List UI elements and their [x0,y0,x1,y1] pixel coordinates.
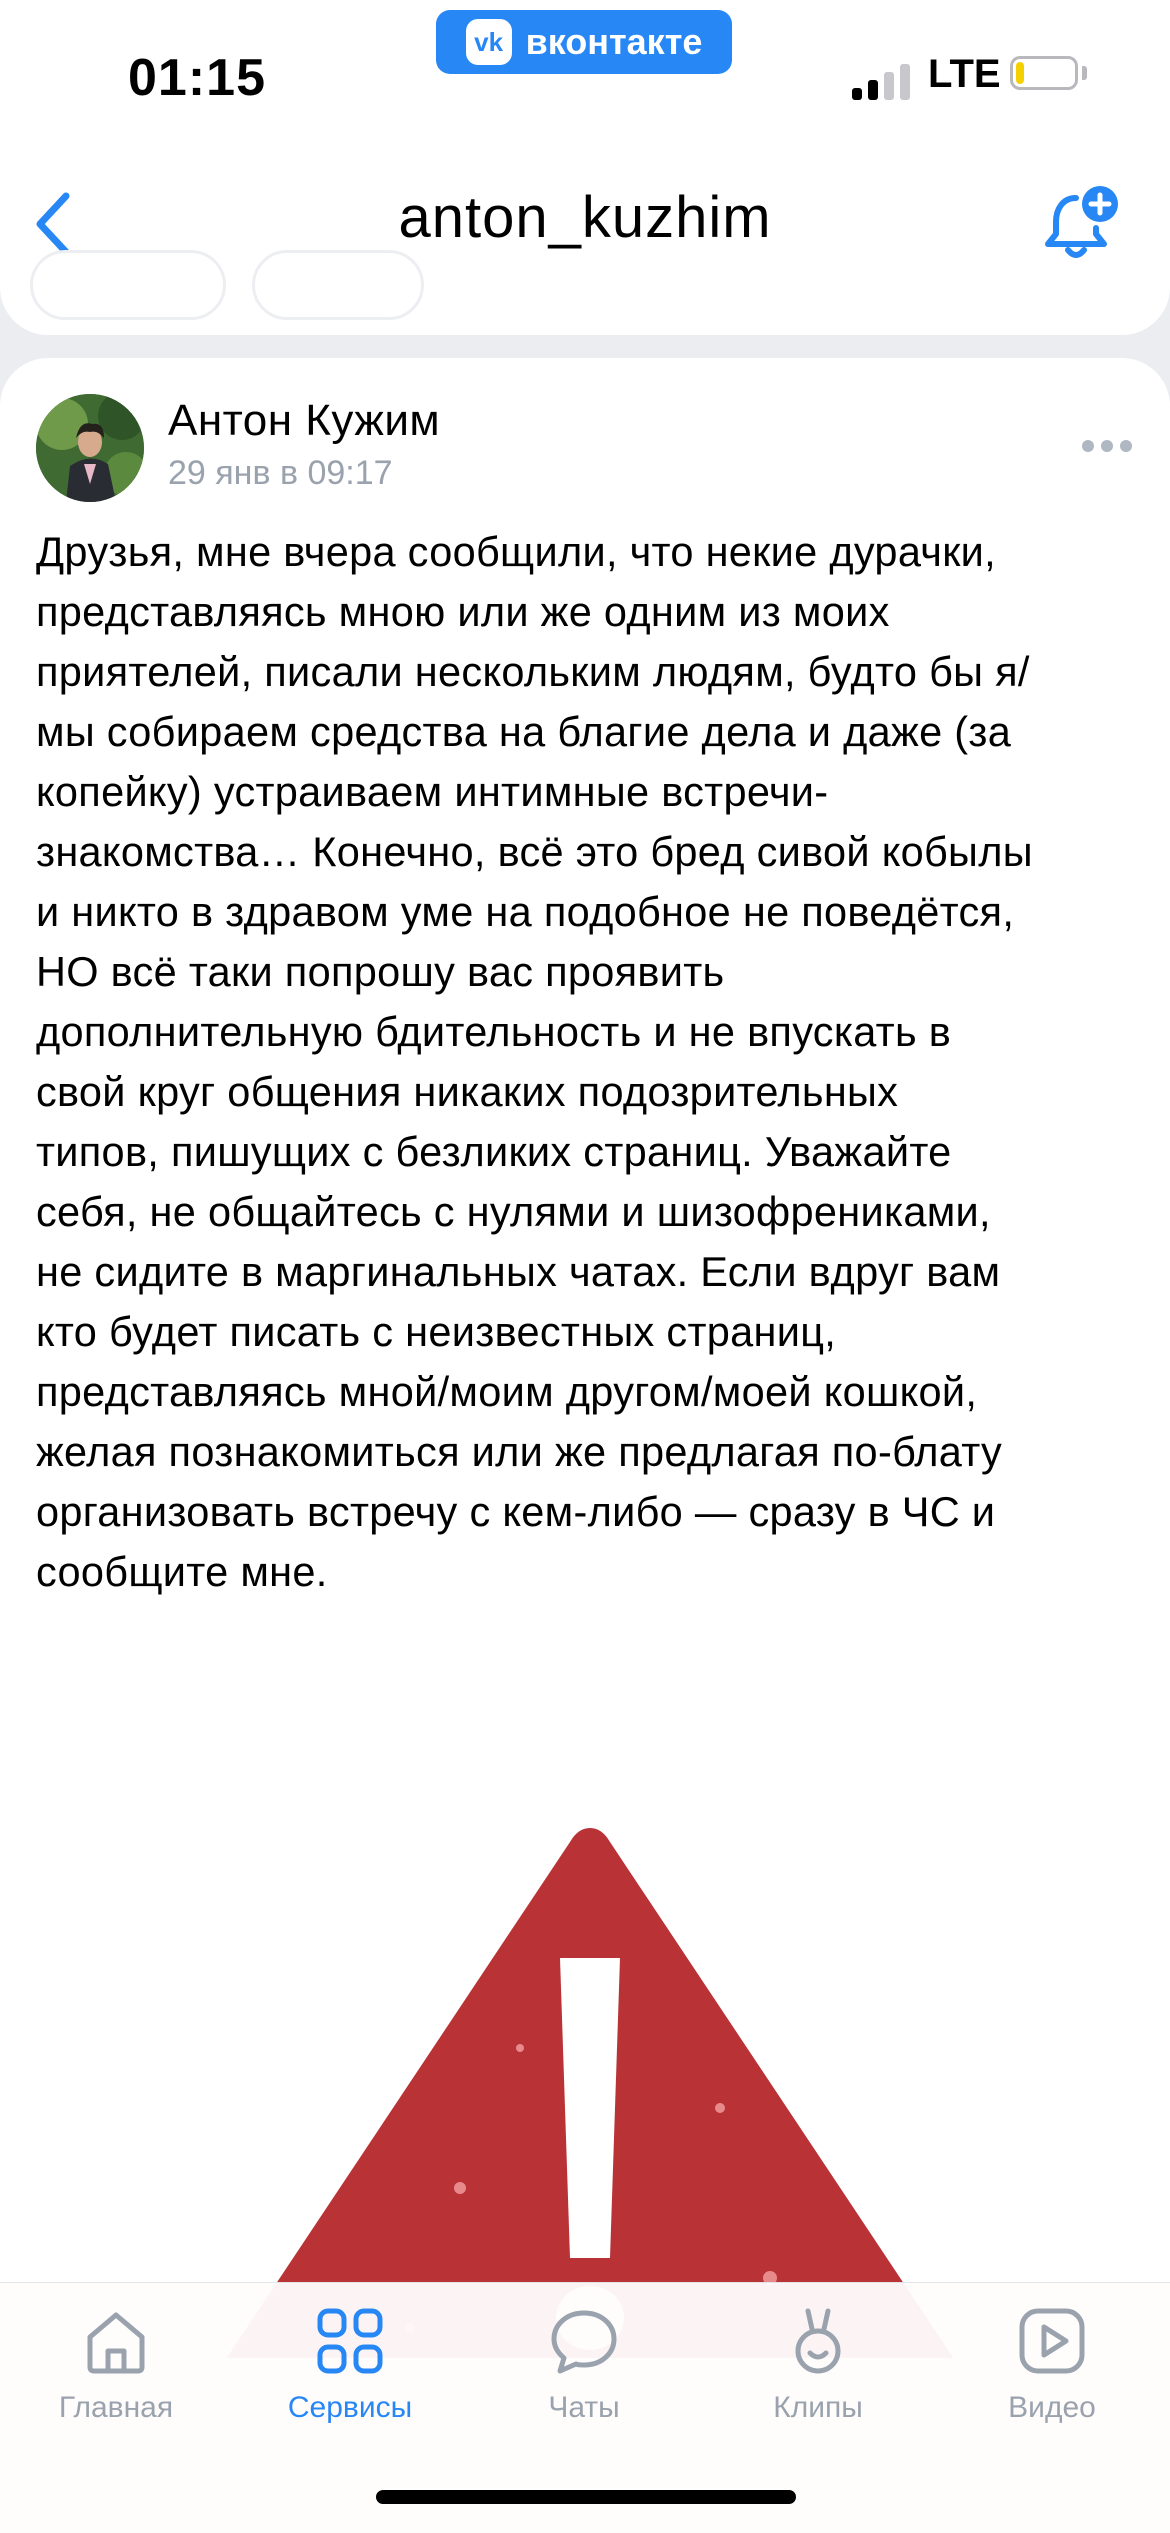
post-text-line: представляясь мной/моим другом/моей кошкой, [36,1368,978,1415]
battery-level [1016,62,1024,84]
network-type: LTE [928,52,1001,96]
tab-clips[interactable] [718,2303,918,2425]
post-text [36,522,1146,1602]
post-text-line: знакомства… Конечно, всё это бред сивой кобылы [36,828,1033,875]
tab-video[interactable] [952,2303,1152,2425]
tab-services-label: Сервисы [287,2391,413,2424]
post-text-line: себя, не общайтесь с нулями и шизофрениками, [36,1188,991,1235]
more-horizontal-icon[interactable] [1082,440,1132,452]
warning-triangle-icon [160,1808,1020,2358]
services-grid-icon [312,2303,388,2379]
post-text-line: сообщите мне. [36,1548,328,1595]
post-text-line: приятелей, писали нескольким людям, будто бы я/ [36,648,1030,695]
home-icon [78,2303,154,2379]
status-time: 01:15 [128,49,266,107]
cellular-signal-icon [852,64,910,100]
tab-chats-label: Чаты [548,2391,620,2424]
tab-home-label: Главная [58,2391,174,2424]
video-play-icon [1014,2303,1090,2379]
vk-app-label: вконтакте [525,21,703,62]
post-text-line: дополнительную бдительность и не впускать в [36,1008,952,1055]
post-text-line: Друзья, мне вчера сообщили, что некие дурачки, [36,528,996,575]
tab-video-label: Видео [1008,2391,1096,2424]
tab-clips-label: Клипы [773,2391,863,2424]
post-text-line: кто будет писать с неизвестных страниц, [36,1308,837,1355]
battery-tip [1082,66,1087,80]
clips-icon [780,2303,856,2379]
vk-logo-icon: vk [466,19,512,65]
post-author[interactable]: Антон Кужим [168,396,441,445]
post-text-line: копейку) устраиваем интимные встречи- [36,768,829,815]
post-text-line: и никто в здравом уме на подобное не поведётся, [36,888,1015,935]
post-text-line: свой круг общения никаких подозрительных [36,1068,899,1115]
header-panel [0,0,1170,335]
chat-bubble-icon [546,2303,622,2379]
tab-home[interactable] [16,2303,216,2425]
page-title: anton_kuzhim [398,185,772,250]
chip-partial[interactable] [252,250,424,320]
post-date: 29 янв в 09:17 [168,454,393,492]
post-text-line: типов, пишущих с безликих страниц. Уважайте [36,1128,952,1175]
post-text-line: организовать встречу с кем-либо — сразу в ЧС и [36,1488,996,1535]
author-avatar[interactable] [36,394,144,502]
post-text-line: не сидите в маргинальных чатах. Если вдруг вам [36,1248,1001,1295]
post-text-line: НО всё таки попрошу вас проявить [36,948,725,995]
tab-chats[interactable] [484,2303,684,2425]
post-card [0,358,1170,2358]
chip-partial[interactable] [30,250,226,320]
post-text-line: желая познакомиться или же предлагая по-блату [36,1428,1003,1475]
vk-app-banner[interactable] [436,10,732,74]
tab-services[interactable] [250,2303,450,2425]
battery-icon [1010,56,1078,90]
bell-plus-icon[interactable] [1040,182,1124,266]
post-text-line: мы собираем средства на благие дела и даже (за [36,708,1012,755]
home-indicator[interactable] [376,2490,796,2504]
header-chips [0,290,1170,310]
post-text-line: представляясь мною или же одним из моих [36,588,890,635]
